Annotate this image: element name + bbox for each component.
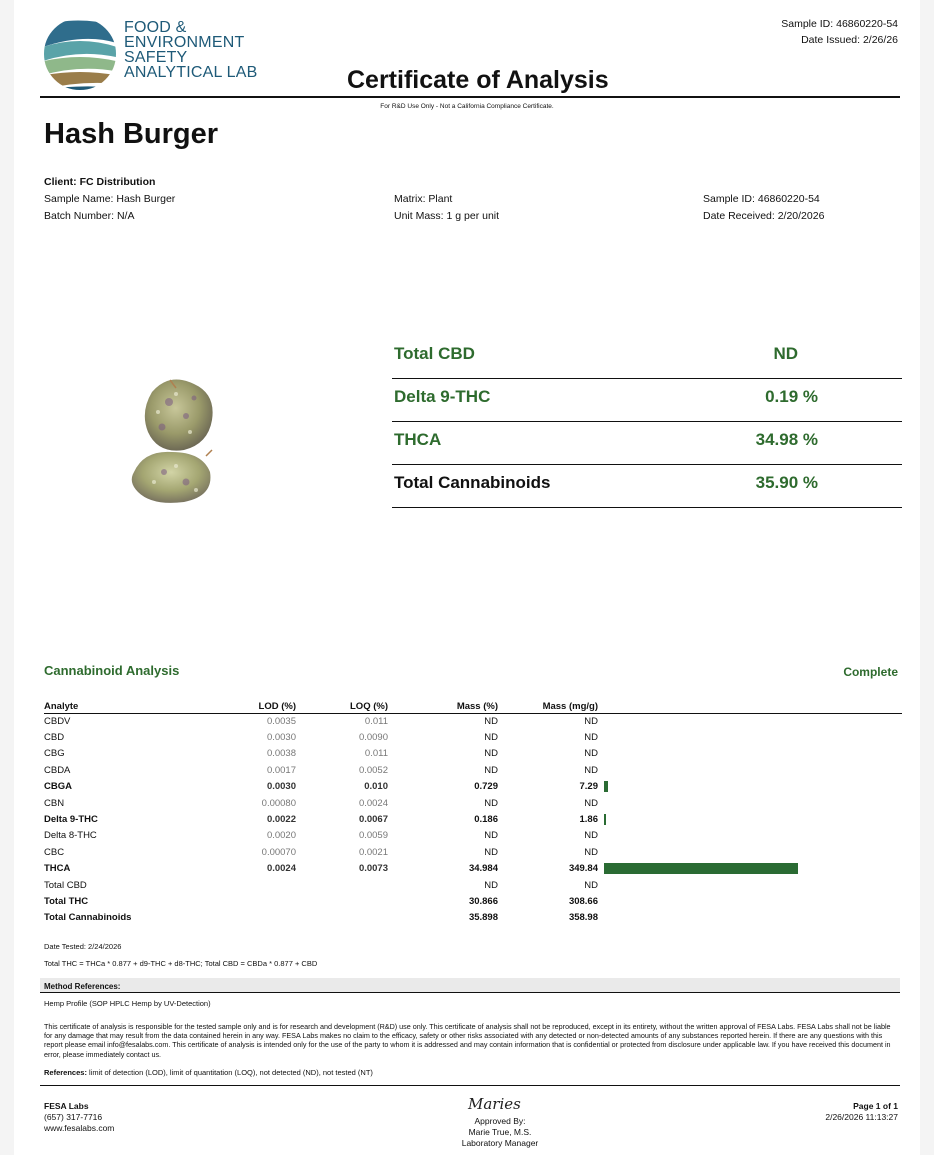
cell-mass-pct: ND xyxy=(484,846,498,858)
cell-lod: 0.00070 xyxy=(261,846,296,858)
cell-analyte: Total THC xyxy=(44,895,89,907)
cell-loq: 0.0059 xyxy=(358,830,388,842)
cell-analyte: CBDA xyxy=(44,764,71,776)
lab-logo-text xyxy=(124,20,258,80)
summary-value: 35.90 % xyxy=(755,473,818,492)
cell-mass-pct: 0.186 xyxy=(474,814,498,826)
cell-loq: 0.0073 xyxy=(358,863,388,875)
company-name: FESA Labs xyxy=(44,1101,89,1111)
cell-analyte: Total Cannabinoids xyxy=(44,912,132,924)
header-info xyxy=(781,16,898,48)
meta-left xyxy=(44,174,175,225)
cell-mass-pct: 34.984 xyxy=(468,863,498,875)
cell-mass-mg: ND xyxy=(584,830,598,842)
table-row xyxy=(44,795,902,811)
cell-mass-mg: 308.66 xyxy=(568,895,598,907)
matrix: Matrix: Plant xyxy=(394,193,453,205)
approved-by: Approved By: xyxy=(474,1116,526,1126)
cell-mass-mg: 1.86 xyxy=(579,814,598,826)
cell-bar xyxy=(598,729,902,745)
mass-bar xyxy=(604,814,606,825)
batch-number: Batch Number: N/A xyxy=(44,210,135,222)
cell-analyte: Delta 8-THC xyxy=(44,830,97,842)
cell-loq: 0.010 xyxy=(364,781,388,793)
cell-lod: 0.0035 xyxy=(266,715,296,727)
sample-name: Sample Name: Hash Burger xyxy=(44,193,176,205)
lab-logo-icon xyxy=(40,14,120,94)
header-divider xyxy=(40,96,900,98)
meta-middle xyxy=(394,191,499,225)
mass-bar xyxy=(604,781,608,792)
header-lod: LOD (%) xyxy=(216,700,296,713)
cell-mass-mg: ND xyxy=(584,764,598,776)
footer-divider xyxy=(40,1085,900,1086)
cell-loq xyxy=(296,910,388,926)
cell-bar xyxy=(598,910,902,926)
footer-company xyxy=(44,1101,114,1134)
summary-label: THCA xyxy=(394,430,442,449)
cell-lod: 0.0017 xyxy=(266,764,296,776)
cell-mass-pct: 0.729 xyxy=(474,781,498,793)
meta-right xyxy=(703,191,824,225)
table-row xyxy=(44,861,902,877)
summary-row-thca xyxy=(392,422,902,465)
analysis-table xyxy=(44,700,902,926)
cell-loq xyxy=(296,877,388,893)
cell-analyte: CBD xyxy=(44,732,65,744)
summary-row-total-cannabinoids xyxy=(392,465,902,508)
header-mass-pct: Mass (%) xyxy=(388,700,498,713)
table-row xyxy=(44,762,902,778)
cell-mass-mg: 349.84 xyxy=(568,863,598,875)
total-formula: Total THC = THCa * 0.877 + d9-THC + d8-THC; Total CBD = CBDa * 0.877 + CBD xyxy=(44,959,318,968)
client-name: Client: FC Distribution xyxy=(44,176,156,188)
cell-lod: 0.0038 xyxy=(266,748,296,760)
disclaimer: This certificate of analysis is responsible for the tested sample only and is for research and development (R&D) use only. This certificate of analysis shall not be reproduced, except in its entirety, without the written approval of FESA Labs. FESA Labs shall not be liable for any damage that may result from the data contained herein in any way. FESA Labs makes no claim to the efficacy, safety or other risks associated with any detected or non-detected amounts of any substances reported herein. If there are any questions with this report please email info@fesalabs.com. This certificate of analysis is intended only for the use of the party to whom it is addressed and may contain information that is confidential or protected from disclosure under applicable law. If you have received this document in error, please immediately contact us. xyxy=(44,1022,891,1059)
cell-mass-mg: ND xyxy=(584,879,598,891)
summary-label: Delta 9-THC xyxy=(394,387,491,406)
method-reference: Hemp Profile (SOP HPLC Hemp by UV-Detection) xyxy=(44,999,211,1008)
references-label: References: xyxy=(44,1068,87,1077)
company-phone: (657) 317-7716 xyxy=(44,1112,103,1122)
header-mass-mg: Mass (mg/g) xyxy=(498,700,598,713)
cell-lod: 0.0030 xyxy=(266,781,296,793)
cell-analyte: Delta 9-THC xyxy=(44,814,98,826)
cell-mass-pct: ND xyxy=(484,732,498,744)
cell-loq: 0.011 xyxy=(364,748,388,760)
cell-mass-pct: 30.866 xyxy=(468,895,498,907)
cell-lod xyxy=(216,910,296,926)
header-bar xyxy=(598,700,902,713)
approver-title: Laboratory Manager xyxy=(461,1138,539,1148)
table-row xyxy=(44,910,902,926)
cell-lod: 0.00080 xyxy=(261,797,296,809)
cell-lod: 0.0030 xyxy=(266,732,296,744)
method-references-label: Method References: xyxy=(40,978,900,993)
rd-use-note: For R&D Use Only - Not a California Compliance Certificate. xyxy=(380,103,554,110)
cell-bar xyxy=(598,779,902,795)
cell-mass-pct: ND xyxy=(484,879,498,891)
date-tested: Date Tested: 2/24/2026 xyxy=(44,942,122,951)
table-row xyxy=(44,828,902,844)
mass-bar xyxy=(604,863,798,874)
analysis-title: Cannabinoid Analysis xyxy=(44,663,180,678)
signature-text: Maries xyxy=(468,1095,521,1113)
cell-analyte: CBC xyxy=(44,846,65,858)
logo-line: SAFETY xyxy=(124,49,188,66)
approver-name: Marie True, M.S. xyxy=(468,1127,532,1137)
cell-bar xyxy=(598,861,902,877)
cell-mass-mg: 358.98 xyxy=(568,912,598,924)
cell-analyte: CBGA xyxy=(44,781,72,793)
footer-approval xyxy=(430,1116,570,1149)
cell-mass-pct: ND xyxy=(484,764,498,776)
lab-logo xyxy=(40,14,260,94)
cell-bar xyxy=(598,762,902,778)
potency-summary xyxy=(392,336,902,508)
table-row xyxy=(44,746,902,762)
cell-bar xyxy=(598,844,902,860)
table-row xyxy=(44,779,902,795)
sample-photo xyxy=(124,372,234,507)
cell-bar xyxy=(598,795,902,811)
header-sample-id: Sample ID: 46860220-54 xyxy=(781,18,898,30)
cell-lod: 0.0020 xyxy=(266,830,296,842)
header-loq: LOQ (%) xyxy=(296,700,388,713)
header-date-issued: Date Issued: 2/26/26 xyxy=(801,34,898,46)
cell-mass-pct: 35.898 xyxy=(468,912,498,924)
cell-lod: 0.0022 xyxy=(266,814,296,826)
analysis-status: Complete xyxy=(843,665,898,679)
cell-loq: 0.011 xyxy=(364,715,388,727)
cell-loq xyxy=(296,893,388,909)
table-row xyxy=(44,729,902,745)
logo-line: ANALYTICAL LAB xyxy=(124,64,258,81)
cell-mass-mg: 7.29 xyxy=(579,781,598,793)
references xyxy=(44,1068,373,1077)
cell-mass-mg: ND xyxy=(584,732,598,744)
cell-analyte: CBDV xyxy=(44,715,71,727)
company-website: www.fesalabs.com xyxy=(44,1123,115,1133)
report-timestamp: 2/26/2026 11:13:27 xyxy=(825,1112,898,1122)
sample-id: Sample ID: 46860220-54 xyxy=(703,193,820,205)
page-number: Page 1 of 1 xyxy=(853,1101,898,1111)
cell-loq: 0.0067 xyxy=(358,814,388,826)
table-header-row xyxy=(44,700,902,713)
summary-label: Total CBD xyxy=(394,344,475,363)
cell-mass-mg: ND xyxy=(584,846,598,858)
cell-bar xyxy=(598,713,902,729)
table-row xyxy=(44,893,902,909)
cell-bar xyxy=(598,877,902,893)
summary-label: Total Cannabinoids xyxy=(394,473,551,492)
unit-mass: Unit Mass: 1 g per unit xyxy=(394,210,500,222)
cell-bar xyxy=(598,893,902,909)
cell-mass-pct: ND xyxy=(484,715,498,727)
summary-value: ND xyxy=(773,344,798,363)
summary-row-delta9 xyxy=(392,379,902,422)
references-text: limit of detection (LOD), limit of quantitation (LOQ), not detected (ND), not tested (NT) xyxy=(89,1068,373,1077)
cell-loq: 0.0090 xyxy=(358,732,388,744)
table-row xyxy=(44,811,902,827)
cell-analyte: THCA xyxy=(44,863,71,875)
cell-mass-mg: ND xyxy=(584,748,598,760)
table-row xyxy=(44,844,902,860)
cell-lod xyxy=(216,893,296,909)
cell-analyte: Total CBD xyxy=(44,879,87,891)
table-row xyxy=(44,877,902,893)
analysis-table-body xyxy=(44,713,902,926)
summary-value: 0.19 % xyxy=(765,387,818,406)
date-received: Date Received: 2/20/2026 xyxy=(703,210,825,222)
cell-mass-pct: ND xyxy=(484,797,498,809)
cell-bar xyxy=(598,746,902,762)
summary-row-total-cbd xyxy=(392,336,902,379)
summary-value: 34.98 % xyxy=(755,430,818,449)
cell-mass-mg: ND xyxy=(584,715,598,727)
cell-analyte: CBN xyxy=(44,797,65,809)
logo-line: ENVIRONMENT xyxy=(124,34,245,51)
signature xyxy=(466,1094,536,1114)
logo-line: FOOD & xyxy=(124,19,187,36)
cell-analyte: CBG xyxy=(44,748,65,760)
header-analyte: Analyte xyxy=(44,700,216,713)
certificate-page xyxy=(14,0,920,1155)
cell-mass-pct: ND xyxy=(484,748,498,760)
document-title: Certificate of Analysis xyxy=(347,66,609,94)
cell-bar xyxy=(598,811,902,827)
cell-lod: 0.0024 xyxy=(266,863,296,875)
cell-bar xyxy=(598,828,902,844)
cell-mass-mg: ND xyxy=(584,797,598,809)
footer-page-info xyxy=(825,1101,898,1123)
cell-mass-pct: ND xyxy=(484,830,498,842)
cell-loq: 0.0052 xyxy=(358,764,388,776)
cell-loq: 0.0021 xyxy=(358,846,388,858)
cell-lod xyxy=(216,877,296,893)
product-name: Hash Burger xyxy=(44,118,219,150)
table-row xyxy=(44,713,902,729)
cell-loq: 0.0024 xyxy=(358,797,388,809)
